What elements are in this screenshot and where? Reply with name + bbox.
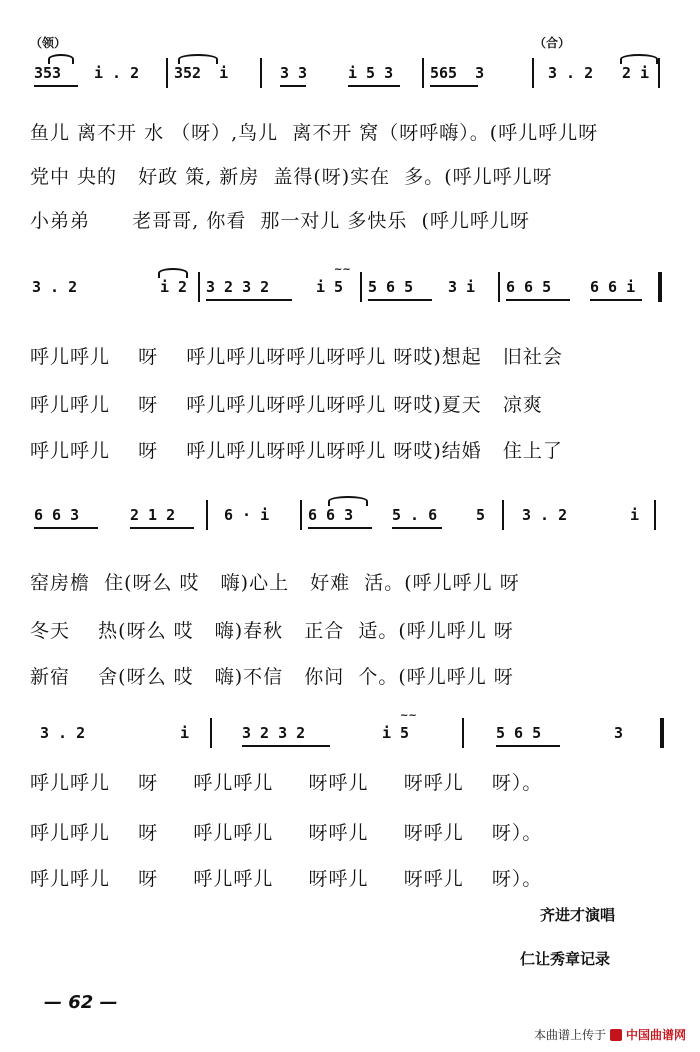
bar-line <box>300 500 302 530</box>
chorus-marking: （合） <box>534 36 571 50</box>
note-group: 353 <box>34 64 62 82</box>
underline-mark <box>206 299 292 301</box>
underline-mark <box>430 85 478 87</box>
note-group: 6 6 5 <box>506 278 552 296</box>
note-group: 2 1 2 <box>130 506 176 524</box>
lyric-line: 呼儿呼儿 呀 呼儿呼儿 呀呼儿 呀呼儿 呀）。 <box>30 868 543 890</box>
note-group: i . 2 <box>94 64 140 82</box>
note-group: 3 . 2 <box>522 506 568 524</box>
note-group: i <box>180 724 190 742</box>
note-group: 6 6 3 <box>308 506 354 524</box>
bar-line <box>658 58 660 88</box>
bar-line <box>260 58 262 88</box>
notation-line-3 <box>30 500 690 532</box>
watermark-brand: 中国曲谱网 <box>625 1028 686 1042</box>
underline-mark <box>496 745 560 747</box>
note-group: 6 6 i <box>590 278 636 296</box>
notation-line-1 <box>30 58 690 90</box>
slur-mark <box>328 496 368 506</box>
note-group: 3 3 <box>280 64 308 82</box>
underline-mark <box>368 299 432 301</box>
note-group: i 5 <box>316 278 344 296</box>
note-group: 3 2 3 2 <box>242 724 306 742</box>
underline-mark <box>506 299 570 301</box>
slur-mark <box>48 54 74 64</box>
note-group: 352 i <box>174 64 229 82</box>
underline-mark <box>308 527 372 529</box>
note-group: i 2 <box>160 278 188 296</box>
note-group: 3 . 2 <box>548 64 594 82</box>
bar-line <box>166 58 168 88</box>
watermark <box>534 1026 686 1043</box>
underline-mark <box>280 85 306 87</box>
bar-line <box>422 58 424 88</box>
note-group: 3 <box>614 724 624 742</box>
bar-line-final <box>660 718 664 748</box>
note-group: i 5 3 <box>348 64 394 82</box>
lyric-line: 小弟弟 老哥哥, 你看 那一对儿 多快乐 (呼儿呼儿呀 <box>30 210 530 232</box>
underline-mark <box>242 745 330 747</box>
bar-line <box>498 272 500 302</box>
underline-mark <box>130 527 194 529</box>
bar-line <box>206 500 208 530</box>
lyric-line: 呼儿呼儿 呀 呼儿呼儿 呀呼儿 呀呼儿 呀）。 <box>30 772 543 794</box>
note-group: 3 2 3 2 <box>206 278 270 296</box>
note-group: 5 <box>476 506 486 524</box>
note-group: 5 6 5 <box>368 278 414 296</box>
lyric-line: 呼儿呼儿 呀 呼儿呼儿呀呼儿呀呼儿 呀哎)夏天 凉爽 <box>30 394 543 416</box>
singer-credit: 齐进才演唱 <box>540 906 616 924</box>
watermark-text: 本曲谱上传于 <box>533 1028 606 1042</box>
note-group: i <box>630 506 640 524</box>
trill-mark: ~~ <box>334 264 351 275</box>
recorder-credit: 仁让秀章记录 <box>520 950 611 968</box>
note-group: 565 3 <box>430 64 485 82</box>
note-group: 3 i <box>448 278 476 296</box>
underline-mark <box>392 527 442 529</box>
note-group: 5 6 5 <box>496 724 542 742</box>
bar-line <box>462 718 464 748</box>
slur-mark <box>178 54 218 64</box>
lead-marking: （领） <box>30 36 67 50</box>
lyric-line: 冬天 热(呀么 哎 嗨)春秋 正合 适。(呼儿呼儿 呀 <box>30 620 514 642</box>
underline-mark <box>590 299 642 301</box>
lyric-line: 呼儿呼儿 呀 呼儿呼儿呀呼儿呀呼儿 呀哎)结婚 住上了 <box>30 440 563 462</box>
lyric-line: 呼儿呼儿 呀 呼儿呼儿呀呼儿呀呼儿 呀哎)想起 旧社会 <box>30 346 563 368</box>
lyric-line: 新宿 舍(呀么 哎 嗨)不信 你问 个。(呼儿呼儿 呀 <box>30 666 514 688</box>
lyric-line: 呼儿呼儿 呀 呼儿呼儿 呀呼儿 呀呼儿 呀）。 <box>30 822 543 844</box>
underline-mark <box>34 527 98 529</box>
page-number: — 62 — <box>44 992 118 1013</box>
bar-line <box>198 272 200 302</box>
lyric-line: 窑房檐 住(呀么 哎 嗨)心上 好难 活。(呼儿呼儿 呀 <box>30 572 520 594</box>
trill-mark: ~~ <box>400 710 417 721</box>
note-group: i 5 <box>382 724 410 742</box>
bar-line <box>654 500 656 530</box>
note-group: 3 . 2 <box>32 278 78 296</box>
bar-line <box>658 272 662 302</box>
note-group: 2 i <box>622 64 650 82</box>
note-group: 3 . 2 <box>40 724 86 742</box>
note-group: 5 . 6 <box>392 506 438 524</box>
notation-line-4 <box>30 710 690 750</box>
bar-line <box>210 718 212 748</box>
note-group: 6 6 3 <box>34 506 80 524</box>
site-logo-icon <box>610 1029 622 1041</box>
lyric-line: 鱼儿 离不开 水 （呀）,鸟儿 离不开 窝（呀呼嗨）。(呼儿呼儿呀 <box>30 122 599 144</box>
note-group: 6 · i <box>224 506 270 524</box>
underline-mark <box>348 85 400 87</box>
bar-line <box>502 500 504 530</box>
underline-mark <box>34 85 78 87</box>
lyric-line: 党中 央的 好政 策, 新房 盖得(呀)实在 多。(呼儿呼儿呀 <box>30 166 553 188</box>
slur-mark <box>620 54 658 64</box>
slur-mark <box>158 268 188 278</box>
bar-line <box>532 58 534 88</box>
bar-line <box>360 272 362 302</box>
notation-line-2 <box>30 264 690 304</box>
